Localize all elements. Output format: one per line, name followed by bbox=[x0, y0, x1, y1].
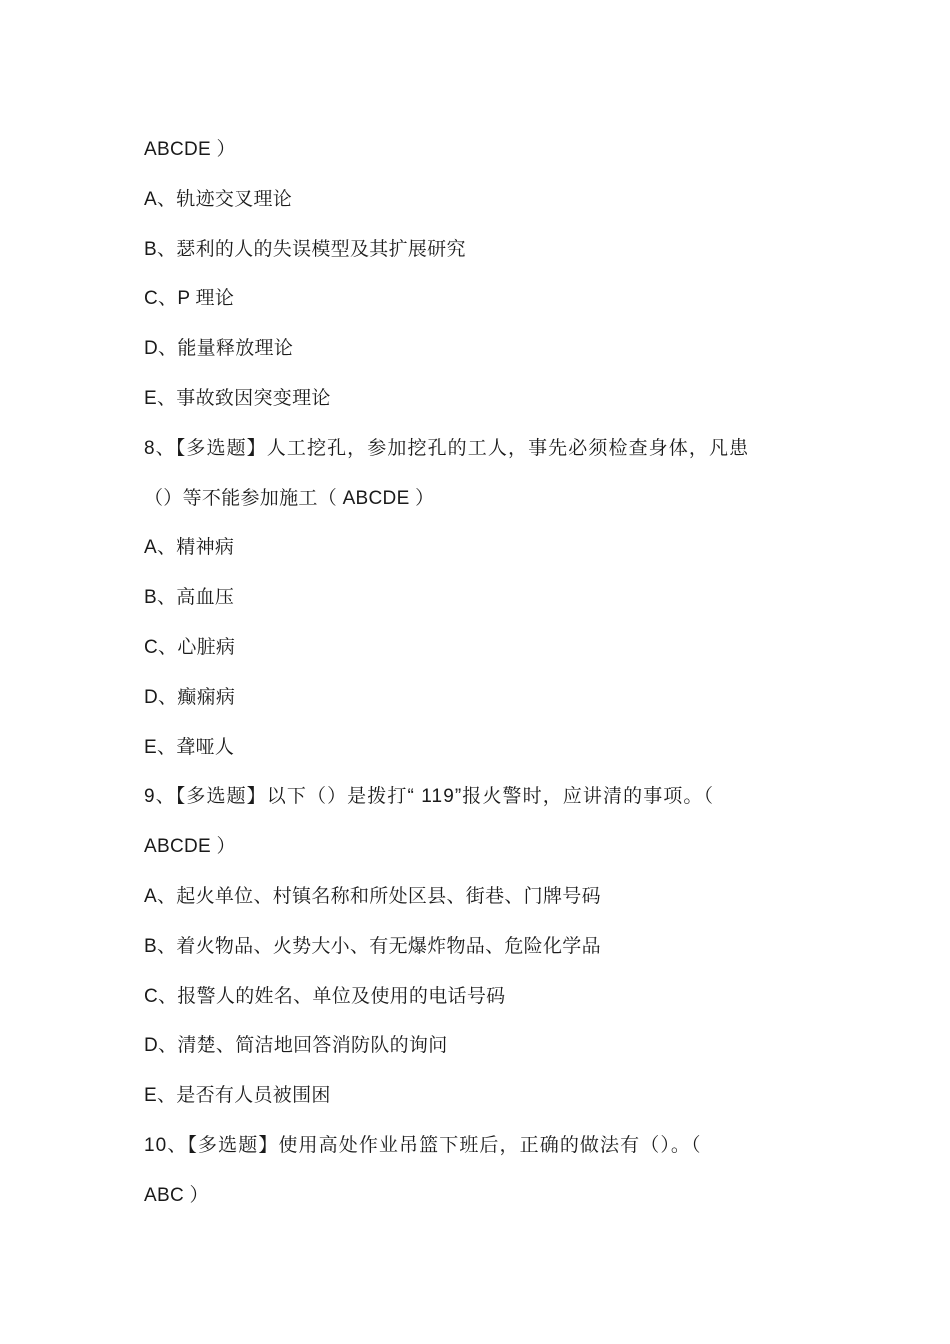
option-a: A、精神病 bbox=[144, 537, 235, 559]
question-8-text: 8、【多选题】人工挖孔，参加挖孔的工人，事先必须检查身体，凡患 bbox=[144, 437, 750, 459]
option-c: C、P 理论 bbox=[144, 288, 235, 310]
question-8-continuation: （）等不能参加施工（ ABCDE ） bbox=[144, 487, 435, 509]
option-d: D、能量释放理论 bbox=[144, 338, 294, 360]
option-e: E、事故致因突变理论 bbox=[144, 387, 331, 409]
option-a: A、起火单位、村镇名称和所处区县、街巷、门牌号码 bbox=[144, 885, 601, 907]
answer-key-line: ABCDE ） bbox=[144, 139, 236, 160]
document-body bbox=[144, 125, 809, 1221]
answer-key-line: ABC ） bbox=[144, 1184, 209, 1206]
question-9-text: 9、【多选题】以下（）是拨打“ 119”报火警时，应讲清的事项。（ bbox=[144, 786, 715, 808]
option-c: C、心脏病 bbox=[144, 636, 236, 658]
answer-key-line: ABCDE ） bbox=[144, 836, 236, 858]
option-d: D、清楚、简洁地回答消防队的询问 bbox=[144, 1035, 448, 1057]
question-10-text: 10、【多选题】使用高处作业吊篮下班后，正确的做法有（）。（ bbox=[144, 1134, 702, 1156]
option-d: D、癫痫病 bbox=[144, 686, 236, 708]
option-a: A、轨迹交叉理论 bbox=[144, 188, 293, 210]
option-b: B、高血压 bbox=[144, 587, 235, 609]
option-e: E、是否有人员被围困 bbox=[144, 1085, 331, 1107]
option-b: B、瑟利的人的失误模型及其扩展研究 bbox=[144, 238, 466, 260]
option-e: E、聋哑人 bbox=[144, 736, 235, 758]
option-c: C、报警人的姓名、单位及使用的电话号码 bbox=[144, 985, 506, 1007]
option-b: B、着火物品、火势大小、有无爆炸物品、危险化学品 bbox=[144, 935, 601, 957]
